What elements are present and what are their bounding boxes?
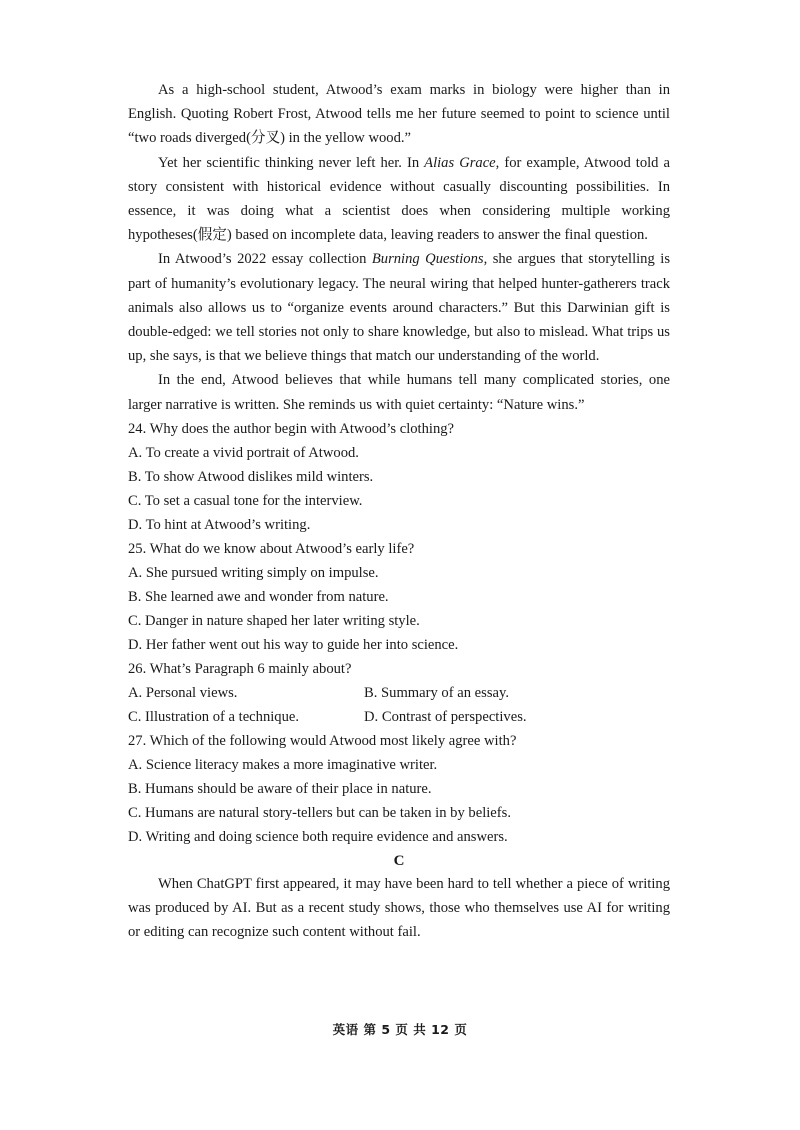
answer-option: A. She pursued writing simply on impulse. xyxy=(128,564,379,581)
answer-option: B. Humans should be aware of their place in nature. xyxy=(128,780,432,797)
section-heading: C xyxy=(393,852,405,869)
option-row xyxy=(128,681,670,705)
section-c-paragraph: When ChatGPT first appeared, it may have been hard to tell whether a piece of writing was produced by AI. But as a recent study shows, those who themselves use AI for writing or editing can recognize such content without fail. xyxy=(128,875,670,941)
text-segment: In the end, Atwood believes that while humans tell many complicated stories, one larger narrative is written. She reminds us with quiet certainty: “Nature wins.” xyxy=(128,372,670,413)
passage-b-paragraphs xyxy=(128,78,670,417)
answer-option: A. Science literacy makes a more imaginative writer. xyxy=(128,756,438,773)
text-segment: , she argues that storytelling is part of humanity’s evolutionary legacy. The neural wiring that helped hunter-gatherers track animals also allows us to “organize events around characters.” But this Darwinian gift is double-edged: we tell stories not only to share knowledge, but also to mislead. What trips us up, she says, is that we believe things that match our understanding of the world. xyxy=(128,251,670,365)
passage-paragraph xyxy=(128,78,670,151)
question-stem: 26. What’s Paragraph 6 mainly about? xyxy=(128,660,352,677)
text-segment: Yet her scientific thinking never left her. In xyxy=(158,154,425,171)
text-segment: , for example, Atwood told a story consistent with historical evidence without casually discounting possibilities. In essence, it was doing what a scientist does when considering multiple working hypotheses(假定) based on incomplete data, leaving readers to answer the final question. xyxy=(128,154,670,244)
answer-option: C. Danger in nature shaped her later writing style. xyxy=(128,612,420,629)
question-stem: 25. What do we know about Atwood’s early life? xyxy=(128,540,415,557)
answer-option: A. To create a vivid portrait of Atwood. xyxy=(128,444,359,461)
answer-option: B. To show Atwood dislikes mild winters. xyxy=(128,468,374,485)
italic-title: Alias Grace xyxy=(424,154,496,171)
answer-option: C. To set a casual tone for the interview. xyxy=(128,492,363,509)
option-row xyxy=(128,705,670,729)
italic-title: Burning Questions xyxy=(371,251,484,268)
answer-option: D. Contrast of perspectives. xyxy=(364,708,527,725)
answer-option: D. Her father went out his way to guide her into science. xyxy=(128,636,459,653)
page-content xyxy=(128,78,670,944)
answer-option: D. Writing and doing science both require evidence and answers. xyxy=(128,828,508,845)
passage-paragraph xyxy=(128,151,670,248)
answer-option: A. Personal views. xyxy=(128,684,238,701)
text-segment: As a high-school student, Atwood’s exam marks in biology were higher than in English. Quoting Robert Frost, Atwood tells me her future seemed to point to science until “two roads diverged(分叉) in the yellow wood.” xyxy=(128,82,670,147)
answer-option: B. She learned awe and wonder from nature. xyxy=(128,588,389,605)
text-segment: In Atwood’s 2022 essay collection xyxy=(158,251,372,268)
answer-option: C. Illustration of a technique. xyxy=(128,708,300,725)
question-list xyxy=(128,417,670,849)
answer-option: D. To hint at Atwood’s writing. xyxy=(128,516,311,533)
passage-paragraph xyxy=(128,368,670,416)
answer-option: B. Summary of an essay. xyxy=(364,684,509,701)
passage-paragraph xyxy=(128,247,670,368)
answer-option: C. Humans are natural story-tellers but can be taken in by beliefs. xyxy=(128,804,511,821)
question-stem: 27. Which of the following would Atwood most likely agree with? xyxy=(128,732,517,749)
question-stem: 24. Why does the author begin with Atwood’s clothing? xyxy=(128,420,455,437)
page-footer: 英语 第 5 页 共 12 页 xyxy=(332,1022,468,1037)
